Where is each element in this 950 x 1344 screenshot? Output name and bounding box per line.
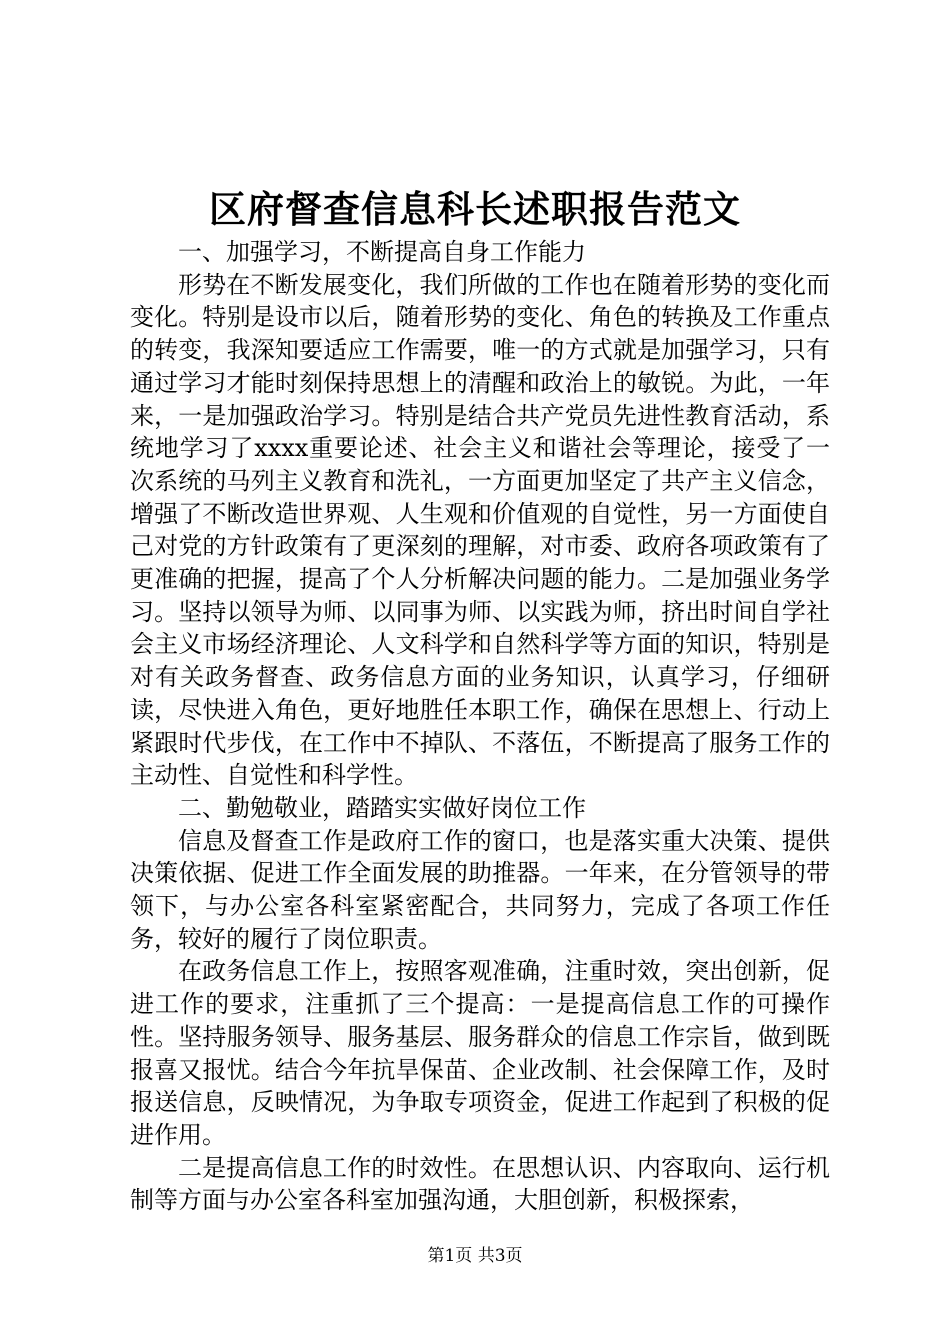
section-heading-2: 二、勤勉敬业，踏踏实实做好岗位工作 (178, 793, 586, 822)
document-title: 区府督查信息科长述职报告范文 (209, 187, 741, 231)
paragraph: 在政务信息工作上，按照客观准确，注重时效，突出创新，促进工作的要求，注重抓了三个提高：一是提高信息工作的可操作性。坚持服务领导、服务基层、服务群众的信息工作宗旨，做到既报喜又报忧。结合今年抗旱保苗、企业改制、社会保障工作，及时报送信息，反映情况，为争取专项资金，促进工作起到了积极的促进作用。 (130, 957, 830, 1149)
document-body (130, 236, 830, 1217)
paragraph: 二是提高信息工作的时效性。在思想认识、内容取向、运行机制等方面与办公室各科室加强沟通，大胆创新，积极探索， (130, 1153, 830, 1215)
page-footer: 第1页 共3页 (427, 1246, 523, 1266)
section-heading-1: 一、加强学习，不断提高自身工作能力 (178, 238, 586, 266)
paragraph: 信息及督查工作是政府工作的窗口，也是落实重大决策、提供决策依据、促进工作全面发展的助推器。一年来，在分管领导的带领下，与办公室各科室紧密配合，共同努力，完成了各项工作任务，较好的履行了岗位职责。 (130, 826, 830, 953)
paragraph: 形势在不断发展变化，我们所做的工作也在随着形势的变化而变化。特别是设市以后，随着形势的变化、角色的转换及工作重点的转变，我深知要适应工作需要，唯一的方式就是加强学习，只有通过学习才能时刻保持思想上的清醒和政治上的敏锐。为此，一年来，一是加强政治学习。特别是结合共产党员先进性教育活动，系统地学习了xxxx重要论述、社会主义和谐社会等理论，接受了一次系统的马列主义教育和洗礼，一方面更加坚定了共产主义信念，增强了不断改造世界观、人生观和价值观的自觉性，另一方面使自己对党的方针政策有了更深刻的理解，对市委、政府各项政策有了更准确的把握，提高了个人分析解决问题的能力。二是加强业务学习。坚持以领导为师、以同事为师、以实践为师，挤出时间自学社会主义市场经济理论、人文科学和自然科学等方面的知识，特别是对有关政务督查、政务信息方面的业务知识，认真学习，仔细研读，尽快进入角色，更好地胜任本职工作，确保在思想上、行动上紧跟时代步伐，在工作中不掉队、不落伍，不断提高了服务工作的主动性、自觉性和科学性。 (130, 270, 830, 790)
